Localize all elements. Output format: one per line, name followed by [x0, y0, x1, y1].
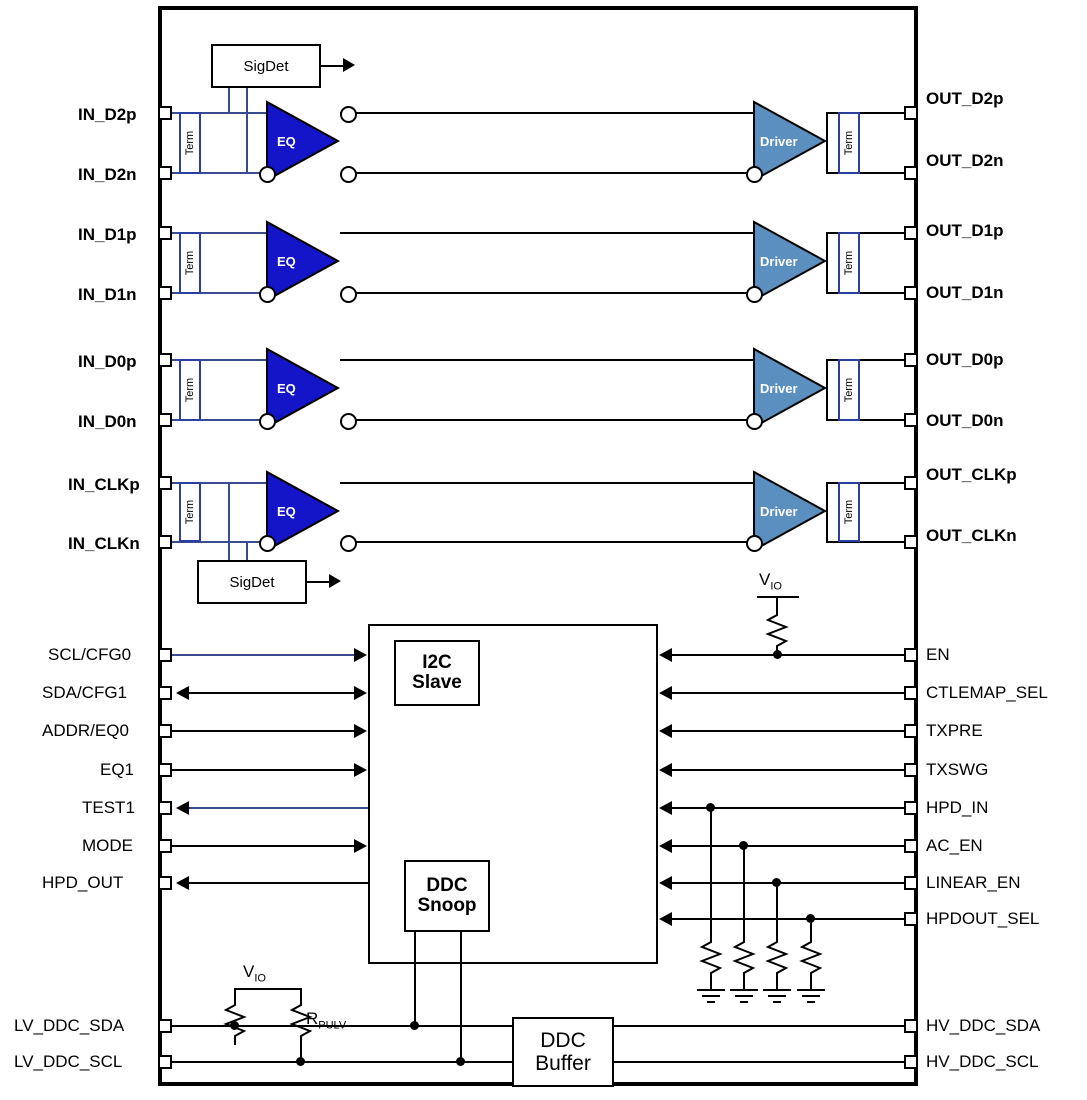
term-label: Term	[184, 250, 197, 276]
wire-ac-en	[672, 845, 904, 847]
node-lv-scl-pullup	[296, 1057, 305, 1066]
arrow-sda-cfg1-right	[354, 686, 367, 700]
label-in-d1n: IN_D1n	[78, 285, 137, 304]
resistor-pulldown-2	[732, 938, 756, 982]
pad-in-d1p[interactable]	[158, 226, 172, 240]
pad-addr-eq0[interactable]	[158, 724, 172, 738]
label-test1: TEST1	[82, 798, 135, 817]
lane-d2-top-node	[340, 106, 357, 123]
label-eq1: EQ1	[100, 760, 135, 779]
pad-hpd-out[interactable]	[158, 876, 172, 890]
vio-bottom-left-stem	[234, 988, 236, 1002]
arrow-linear-en	[659, 876, 672, 890]
term-out-clk	[838, 482, 860, 542]
driver-d2-inv-dot	[746, 166, 763, 183]
resistor-en-pullup	[765, 611, 789, 655]
pad-in-d0n[interactable]	[158, 413, 172, 427]
vio-bottom-right-stem	[300, 988, 302, 1002]
arrow-hpd-in	[659, 801, 672, 815]
label-ctlemap-sel: CTLEMAP_SEL	[926, 683, 1048, 702]
pulldown-2-stem	[743, 845, 745, 938]
term-in-d1	[179, 232, 201, 294]
term-label: Term	[184, 377, 197, 403]
label-in-d0p: IN_D0p	[78, 352, 137, 371]
ddc-snoop-line1: DDC	[426, 875, 468, 897]
driver-label: Driver	[760, 381, 798, 396]
label-out-d2p: OUT_D2p	[926, 89, 1004, 108]
wire-hv-ddc-scl	[613, 1061, 905, 1063]
eq-d1-inv-dot	[259, 286, 276, 303]
arrow-eq1	[354, 763, 367, 777]
lane-d0-bot-wire	[346, 419, 755, 421]
wire-ctlemap-sel	[672, 692, 904, 694]
vio-top-bar	[757, 596, 799, 598]
label-hpd-in: HPD_IN	[926, 798, 989, 817]
label-in-d1p: IN_D1p	[78, 225, 137, 244]
ddc-snoop-block	[404, 860, 490, 932]
pulldown-1-stem	[710, 807, 712, 938]
eq-label: EQ	[277, 504, 296, 519]
wire-mode	[172, 845, 356, 847]
pad-ac-en[interactable]	[904, 839, 918, 853]
pad-lv-ddc-scl[interactable]	[158, 1055, 172, 1069]
pad-in-clkp[interactable]	[158, 476, 172, 490]
wire-linear-en	[672, 882, 904, 884]
label-out-clkn: OUT_CLKn	[926, 526, 1017, 545]
label-en: EN	[926, 645, 950, 664]
label-out-clkp: OUT_CLKp	[926, 465, 1017, 484]
wire-scl-cfg0	[172, 654, 356, 656]
lane-d1-bot-node	[340, 286, 357, 303]
eq-label: EQ	[277, 381, 296, 396]
pad-mode[interactable]	[158, 839, 172, 853]
wire-out-d2-left-v	[826, 112, 828, 174]
arrow-mode	[354, 839, 367, 853]
snoop-tap-sda	[414, 932, 416, 1026]
label-rpulv: $R_{PULV}$	[306, 1009, 347, 1032]
driver-label: Driver	[760, 254, 798, 269]
pad-in-d2p[interactable]	[158, 106, 172, 120]
lane-d0-top-wire	[340, 359, 755, 361]
pad-hpdout-sel[interactable]	[904, 912, 918, 926]
label-hv-ddc-sda: HV_DDC_SDA	[926, 1016, 1041, 1035]
pad-in-d1n[interactable]	[158, 286, 172, 300]
resistor-pulldown-4	[799, 938, 823, 982]
label-in-clkn: IN_CLKn	[68, 534, 140, 553]
term-label: Term	[843, 250, 856, 276]
driver-amp-clk	[752, 470, 827, 552]
ground-1	[694, 982, 728, 1009]
eq-clk-inv-dot	[259, 535, 276, 552]
wire-test1	[186, 807, 368, 809]
label-out-d1p: OUT_D1p	[926, 221, 1004, 240]
driver-amp-d2	[752, 100, 827, 182]
wire-out-d0-left-v	[826, 359, 828, 421]
label-hpdout-sel: HPDOUT_SEL	[926, 909, 1040, 928]
tap-clkn-vert	[246, 541, 248, 562]
arrow-en	[659, 648, 672, 662]
label-out-d0n: OUT_D0n	[926, 411, 1004, 430]
term-label: Term	[184, 499, 197, 525]
pad-en[interactable]	[904, 648, 918, 662]
pad-lv-ddc-sda[interactable]	[158, 1019, 172, 1033]
i2c-slave-line2: Slave	[412, 672, 462, 693]
pad-out-d0n[interactable]	[904, 413, 918, 427]
label-sda-cfg1: SDA/CFG1	[42, 683, 128, 702]
arrow-hpd-out	[176, 876, 189, 890]
pad-out-d1n[interactable]	[904, 286, 918, 300]
pad-txpre[interactable]	[904, 724, 918, 738]
eq-d2-inv-dot	[259, 166, 276, 183]
label-hv-ddc-scl: HV_DDC_SCL	[926, 1052, 1039, 1071]
label-in-d0n: IN_D0n	[78, 412, 137, 431]
arrow-sda-cfg1-left	[176, 686, 189, 700]
lane-d2-bot-wire	[346, 172, 755, 174]
tap-clkp-vert	[228, 482, 230, 562]
lane-d2-bot-node	[340, 166, 357, 183]
ground-3	[760, 982, 794, 1009]
eq-d0-inv-dot	[259, 413, 276, 430]
term-label: Term	[843, 130, 856, 156]
resistor-pulldown-3	[765, 938, 789, 982]
sigdet-bottom-out-arrow	[329, 574, 341, 588]
wire-addr-eq0	[172, 730, 356, 732]
driver-d0-inv-dot	[746, 413, 763, 430]
node-snoop-scl	[456, 1057, 465, 1066]
pad-in-d2n[interactable]	[158, 166, 172, 180]
label-mode: MODE	[82, 836, 133, 855]
snoop-tap-scl	[460, 932, 462, 1062]
tap-d2n-vert	[246, 80, 248, 173]
arrow-addr-eq0	[354, 724, 367, 738]
eq-amp-d1	[265, 220, 340, 302]
pad-hv-ddc-sda[interactable]	[904, 1019, 918, 1033]
term-in-clk	[179, 482, 201, 542]
ddc-buffer-line2: Buffer	[535, 1052, 591, 1075]
ground-4	[794, 982, 828, 1009]
pad-eq1[interactable]	[158, 763, 172, 777]
term-out-d1	[838, 232, 860, 294]
lane-clk-bot-wire	[346, 541, 755, 543]
pad-ctlemap-sel[interactable]	[904, 686, 918, 700]
lane-clk-bot-node	[340, 535, 357, 552]
label-ac-en: AC_EN	[926, 836, 983, 855]
eq-amp-clk	[265, 470, 340, 552]
lane-d1-top-wire	[340, 232, 755, 234]
label-linear-en: LINEAR_EN	[926, 873, 1021, 892]
arrow-test1	[176, 801, 189, 815]
label-out-d2n: OUT_D2n	[926, 151, 1004, 170]
term-in-d0	[179, 359, 201, 421]
pad-out-clkp[interactable]	[904, 476, 918, 490]
ground-2	[727, 982, 761, 1009]
label-addr-eq0: ADDR/EQ0	[42, 721, 129, 740]
eq-amp-d0	[265, 347, 340, 429]
lane-d2-top-wire	[340, 112, 755, 114]
lane-clk-top-wire	[340, 482, 755, 484]
eq-label: EQ	[277, 254, 296, 269]
wire-txswg	[672, 769, 904, 771]
ddc-snoop-line2: Snoop	[417, 895, 477, 916]
term-label: Term	[184, 130, 197, 156]
vio-bottom-bar	[234, 988, 302, 990]
pad-out-d2n[interactable]	[904, 166, 918, 180]
vio-top-stem	[776, 596, 778, 612]
label-in-d2n: IN_D2n	[78, 165, 137, 184]
label-lv-ddc-scl: LV_DDC_SCL	[14, 1052, 123, 1071]
arrow-ctlemap-sel	[659, 686, 672, 700]
eq-label: EQ	[277, 134, 296, 149]
wire-out-clk-left-v	[826, 482, 828, 542]
pad-out-d1p[interactable]	[904, 226, 918, 240]
label-vio-bottom: $V_{IO}$	[243, 962, 266, 985]
resistor-pulldown-1	[699, 938, 723, 982]
label-out-d1n: OUT_D1n	[926, 283, 1004, 302]
label-lv-ddc-sda: LV_DDC_SDA	[14, 1016, 125, 1035]
wire-hv-ddc-sda	[613, 1025, 905, 1027]
arrow-ac-en	[659, 839, 672, 853]
wire-hpd-out	[186, 882, 368, 884]
arrow-txswg	[659, 763, 672, 777]
i2c-slave-line1: I2C	[422, 652, 452, 674]
term-out-d2	[838, 112, 860, 174]
label-hpd-out: HPD_OUT	[42, 873, 124, 892]
driver-label: Driver	[760, 504, 798, 519]
driver-clk-inv-dot	[746, 535, 763, 552]
pulldown-4-stem	[810, 918, 812, 938]
label-vio-top: $V_{IO}$	[759, 570, 782, 593]
term-label: Term	[843, 377, 856, 403]
i2c-slave-block	[394, 640, 480, 706]
wire-out-d1-left-v	[826, 232, 828, 294]
eq-amp-d2	[265, 100, 340, 182]
sigdet-bottom: SigDet	[197, 560, 307, 604]
label-in-d2p: IN_D2p	[78, 105, 137, 124]
pad-test1[interactable]	[158, 801, 172, 815]
sigdet-top: SigDet	[211, 44, 321, 88]
wire-hpdout-sel	[672, 918, 904, 920]
label-txpre: TXPRE	[926, 721, 983, 740]
node-snoop-sda	[410, 1021, 419, 1030]
wire-eq1	[172, 769, 356, 771]
arrow-scl-cfg0	[354, 648, 367, 662]
lane-d1-bot-wire	[346, 292, 755, 294]
pad-in-clkn[interactable]	[158, 535, 172, 549]
pad-out-clkn[interactable]	[904, 535, 918, 549]
label-in-clkp: IN_CLKp	[68, 475, 140, 494]
ddc-buffer-block	[512, 1017, 614, 1087]
ddc-buffer-line1: DDC	[540, 1028, 586, 1052]
label-scl-cfg0: SCL/CFG0	[48, 645, 132, 664]
label-txswg: TXSWG	[926, 760, 989, 779]
arrow-txpre	[659, 724, 672, 738]
term-label: Term	[843, 499, 856, 525]
pad-hpd-in[interactable]	[904, 801, 918, 815]
wire-txpre	[672, 730, 904, 732]
term-out-d0	[838, 359, 860, 421]
lane-d0-bot-node	[340, 413, 357, 430]
pad-txswg[interactable]	[904, 763, 918, 777]
arrow-hpdout-sel	[659, 912, 672, 926]
label-out-d0p: OUT_D0p	[926, 350, 1004, 369]
node-lv-sda-pullup	[230, 1021, 239, 1030]
pad-hv-ddc-scl[interactable]	[904, 1055, 918, 1069]
term-in-d2	[179, 112, 201, 174]
sigdet-top-out-arrow	[343, 58, 355, 72]
pad-in-d0p[interactable]	[158, 353, 172, 367]
wire-sda-cfg1	[186, 692, 356, 694]
driver-amp-d0	[752, 347, 827, 429]
driver-label: Driver	[760, 134, 798, 149]
pulldown-3-stem	[776, 882, 778, 938]
pad-out-d0p[interactable]	[904, 353, 918, 367]
pad-out-d2p[interactable]	[904, 106, 918, 120]
driver-d1-inv-dot	[746, 286, 763, 303]
driver-amp-d1	[752, 220, 827, 302]
pad-sda-cfg1[interactable]	[158, 686, 172, 700]
pad-linear-en[interactable]	[904, 876, 918, 890]
pad-scl-cfg0[interactable]	[158, 648, 172, 662]
